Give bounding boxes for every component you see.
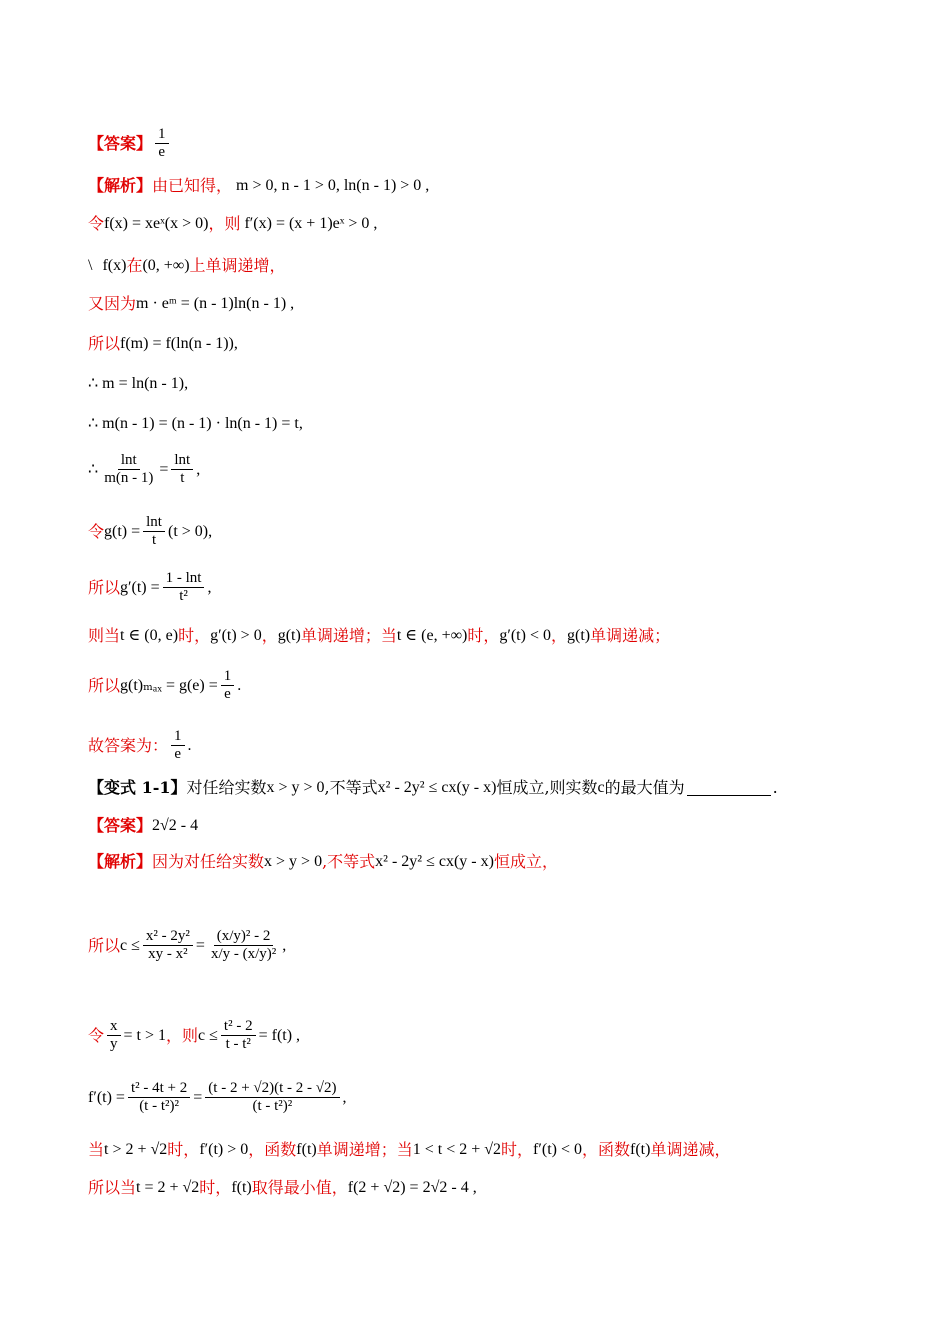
interval-line: 则当 t ∈ (0, e) 时， g′(t) > 0 ， g(t) 单调递增；当 t ∈ (e, +∞) 时， g′(t) < 0 ， g(t) 单调递减； — [88, 626, 671, 645]
case-line: 当 t > 2 + √2 时， f′(t) > 0 ，函数 f(t) 单调递增；当 1 < t < 2 + √2 时， f′(t) < 0 ，函数 f(t) 单调递减， — [88, 1140, 731, 1159]
analysis-2-line: 【解析】 因为对任给实数 x > y > 0 ,不等式 x² - 2y² ≤ cx(y - x) 恒成立， — [88, 852, 558, 871]
let-g-line: 令 g(t) = $\frac{\ln t}{t}$ (t > 0), — [88, 514, 213, 548]
answer-label: 【答案】 — [88, 133, 153, 153]
analysis-label: 【解析】 — [88, 176, 153, 195]
answer-2-line: 【答案】 2√2 - 4 — [88, 816, 199, 835]
let-f-line: 令 f(x) = xeˣ(x > 0) ，则 f′(x) = (x + 1)eˣ > 0 , — [88, 214, 378, 233]
analysis-label: 【解析】 — [88, 852, 153, 871]
therefore-1-line: ∴ m = ln(n - 1), — [88, 375, 189, 392]
max-line: 所以 g(t)ₘₐₓ = g(e) = $\frac{1}{e}$ . — [88, 668, 242, 702]
answer-blank — [687, 781, 771, 796]
variant-label: 【变式 1-1】 — [88, 778, 187, 797]
answer-label: 【答案】 — [88, 816, 153, 835]
g-prime-line: 所以 g′(t) = $\frac{1 - \ln t}{\text{t²}}$ , — [88, 570, 212, 604]
therefore-3-line: ∴ $\frac{\ln t}{m(n - 1)}$ = $\frac{\ln t}{t}$ , — [88, 452, 201, 486]
because-line: 又因为 m · eᵐ = (n - 1)ln(n - 1) , — [88, 294, 295, 313]
therefore-2-line: ∴ m(n - 1) = (n - 1) · ln(n - 1) = t, — [88, 415, 303, 432]
c-bound-line: 所以 c ≤ $\frac{\text{x² - 2y²}}{\text{xy - x²}}$ = $\frac{\text{(x/y)² - 2}}{\text{x/y - (x/y)²}}$ , — [88, 928, 287, 962]
minimum-line: 所以当 t = 2 + √2 时， f(t) 取得最小值， f(2 + √2) = 2√2 - 4 , — [88, 1178, 477, 1197]
answer-1-line — [88, 126, 172, 161]
variant-problem-line: 【变式 1-1】 对任给实数 x > y > 0 ,不等式 x² - 2y² ≤ cx(y - x) 恒成立,则实数 c 的最大值为 . — [88, 778, 778, 797]
substitution-line: 令 $\frac{x}{y}$ = t > 1 ，则 c ≤ $\frac{\text{t² - 2}}{\text{t - t²}}$ = f(t) , — [88, 1018, 301, 1052]
monotonic-line: \ f(x) 在 (0, +∞) 上单调递增， — [88, 256, 286, 275]
final-answer-1-line: 故答案为： $\frac{1}{e}$ . — [88, 728, 192, 762]
so-line: 所以 f(m) = f(ln(n - 1)), — [88, 334, 238, 353]
f-prime-line: f′(t) = $\frac{\text{t² - 4t + 2}}{\text{(t - t²)²}}$ = $\frac{(t - 2 + √2)(t - 2 - √2)}{\text{(t - t²)²}}$ , — [88, 1080, 347, 1114]
analysis-1-line: 【解析】 由已知得， m > 0, n - 1 > 0, ln(n - 1) > 0 , — [88, 176, 430, 195]
answer-fraction: $\frac{1}{e}$ — [155, 126, 169, 161]
